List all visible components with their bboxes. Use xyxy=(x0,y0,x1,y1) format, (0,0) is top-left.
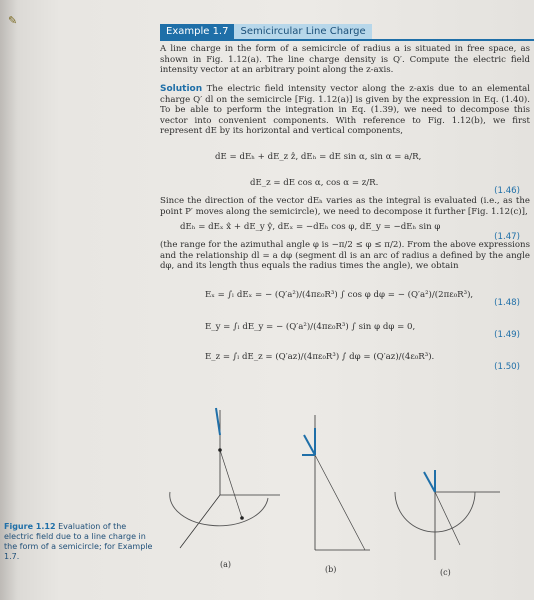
subfigure-label-a: (a) xyxy=(220,560,232,569)
deh-vector-c xyxy=(424,472,435,492)
figure-caption xyxy=(4,522,154,562)
r-line xyxy=(220,450,242,518)
equation-1-46a: dE = dEₕ + dE_z ẑ, dEₕ = dE sin α, sin α = a/R, xyxy=(215,152,422,162)
cursor-icon: ✎ xyxy=(8,14,18,27)
solution-paragraph-2: Since the direction of the vector dEₕ varies as the integral is evaluated (i.e., as the point P′ moves along the semicircle), we need to decompose it further [Fig. 1.12(c)], xyxy=(160,196,530,217)
figure-1-12c xyxy=(390,450,510,570)
subfigure-label-c: (c) xyxy=(440,568,451,577)
point-p xyxy=(218,448,222,452)
equation-number-1-47: (1.47) xyxy=(494,232,520,242)
solution-paragraph-3: (the range for the azimuthal angle φ is −π/2 ≤ φ ≤ π/2). From the above expressions and the relationship dl = a dφ (segment dl is an arc of radius a defined by the angle dφ, and its length thus equals the radius times the angle), we obtain xyxy=(160,240,530,272)
equation-number-1-48: (1.48) xyxy=(494,298,520,308)
subfigure-label-b: (b) xyxy=(325,565,337,574)
caption-text: Evaluation of the electric field due to a line charge in the form of a semicircle; for Example 1.7. xyxy=(4,522,153,561)
equation-number-1-46: (1.46) xyxy=(494,186,520,196)
figure-1-12a xyxy=(160,400,290,570)
equation-1-49: E_y = ∫ₗ dE_y = − (Q′a²)/(4πε₀R³) ∫ sin φ dφ = 0, xyxy=(205,322,416,332)
r-line-b xyxy=(315,455,365,550)
equation-1-47: dEₕ = dEₓ x̂ + dE_y ŷ, dEₓ = −dEₕ cos φ, dE_y = −dEₕ sin φ xyxy=(180,222,441,232)
de-vector xyxy=(216,408,220,435)
caption-label: Figure 1.12 xyxy=(4,522,56,531)
example-header xyxy=(160,24,372,39)
header-rule xyxy=(160,39,534,41)
solution-text-1: The electric field intensity vector along the z-axis due to an elemental charge Q′ dl on the semicircle [Fig. 1.12(a)] is given by the expression in Eq. (1.40). To be able to perform the integration in Eq. (1.39), we need to decompose this vector into convenient components. With reference to Fig. 1.12(b), we first represent dE by its horizontal and vertical components, xyxy=(160,84,531,137)
x-axis xyxy=(180,495,220,548)
example-title: Semicircular Line Charge xyxy=(234,24,371,39)
equation-number-1-50: (1.50) xyxy=(494,362,520,372)
solution-paragraph-1 xyxy=(160,84,530,137)
equation-number-1-49: (1.49) xyxy=(494,330,520,340)
solution-heading: Solution xyxy=(160,84,203,94)
figure-1-12b xyxy=(290,410,380,560)
point-p-prime xyxy=(240,516,244,520)
equation-1-48: Eₓ = ∫ₗ dEₓ = − (Q′a²)/(4πε₀R³) ∫ cos φ dφ = − (Q′a²)/(2πε₀R³), xyxy=(205,290,474,300)
a-line-c xyxy=(435,492,460,545)
example-label: Example 1.7 xyxy=(160,24,234,39)
equation-1-50: E_z = ∫ₗ dE_z = (Q′az)/(4πε₀R³) ∫ dφ = (Q′az)/(4ε₀R³). xyxy=(205,352,435,362)
equation-1-46b: dE_z = dE cos α, cos α = z/R. xyxy=(250,178,379,188)
problem-statement: A line charge in the form of a semicircle of radius a is situated in free space, as shown in Fig. 1.12(a). The line charge density is Q′. Compute the electric field intensity vector at an arbitrary point along the z-axis. xyxy=(160,44,530,76)
de-vector-b xyxy=(304,435,315,455)
